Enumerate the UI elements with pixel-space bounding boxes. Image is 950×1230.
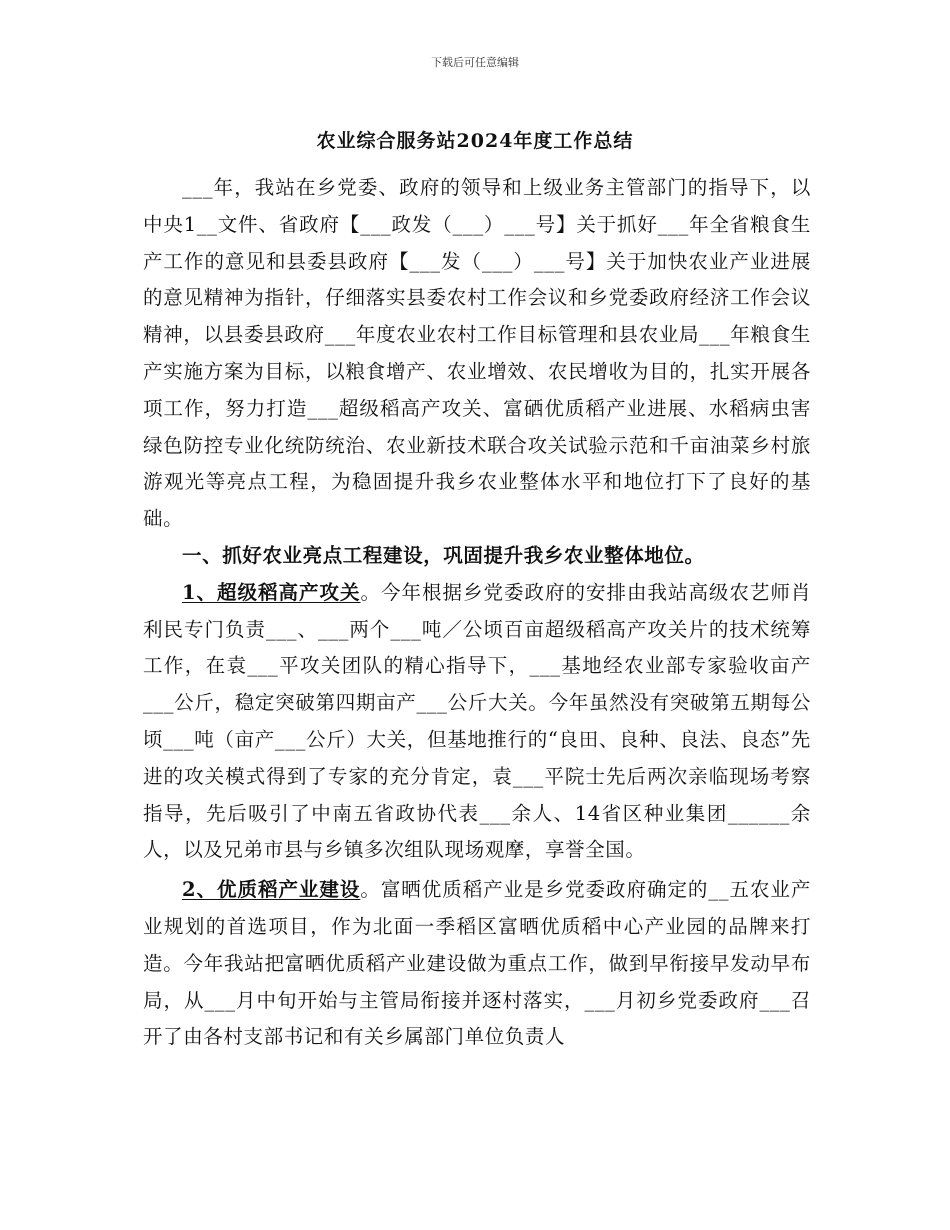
document-title: 农业综合服务站2024年度工作总结 (316, 130, 634, 152)
section-heading-1: 一、抓好农业亮点工程建设，巩固提升我乡农业整体地位。 (182, 543, 705, 567)
item-1-paragraph (143, 575, 811, 869)
item-1-body: 。今年根据乡党委政府的安排由我站高级农艺师肖利民专门负责___、___两个___吨／公顷百亩超级稻高产攻关片的技术统筹工作，在袁___平攻关团队的精心指导下，___基地经农业部专家验收亩产___公斤，稳定突破第四期亩产___公斤大关。今年虽然没有突破第五期每公顷___吨（亩产___公斤）大关，但基地推行的“良田、良种、良法、良态”先进的攻关模式得到了专家的充分肯定，袁___平院士先后两次亲临现场考察指导，先后吸引了中南五省政协代表___余人、14省区种业集团______余人，以及兄弟市县与乡镇多次组队现场观摩，享誉全国。 (143, 580, 812, 862)
item-2-paragraph (143, 872, 811, 1056)
item-2-body: 。富晒优质稻产业是乡党委政府确定的__五农业产业规划的首选项目，作为北面一季稻区富晒优质稻中心产业园的品牌来打造。今年我站把富晒优质稻产业建设做为重点工作，做到早衔接早发动早布局，从___月中旬开始与主管局衔接并逐村落实，___月初乡党委政府___召开了由各村支部书记和有关乡属部门单位负责人 (143, 878, 811, 1049)
item-1-heading: 1、超级稻高产攻关 (182, 580, 361, 604)
item-2-heading: 2、优质稻产业建设 (182, 878, 361, 902)
header-note: 下载后可任意编辑 (431, 56, 519, 69)
intro-paragraph: ___年，我站在乡党委、政府的领导和上级业务主管部门的指导下，以中央1__文件、省政府【___政发（___）___号】关于抓好___年全省粮食生产工作的意见和县委县政府【___发（___）___号】关于加快农业产业进展的意见精神为指针，仔细落实县委农村工作会议和乡党委政府经济工作会议精神，以县委县政府___年度农业农村工作目标管理和县农业局___年粮食生产实施方案为目标，以粮食增产、农业增效、农民增收为目的，扎实开展各项工作，努力打造___超级稻高产攻关、富硒优质稻产业进展、水稻病虫害绿色防控专业化统防统治、农业新技术联合攻关试验示范和千亩油菜乡村旅游观光等亮点工程，为稳固提升我乡农业整体水平和地位打下了良好的基础。 (143, 176, 811, 531)
document-body (143, 170, 811, 1056)
